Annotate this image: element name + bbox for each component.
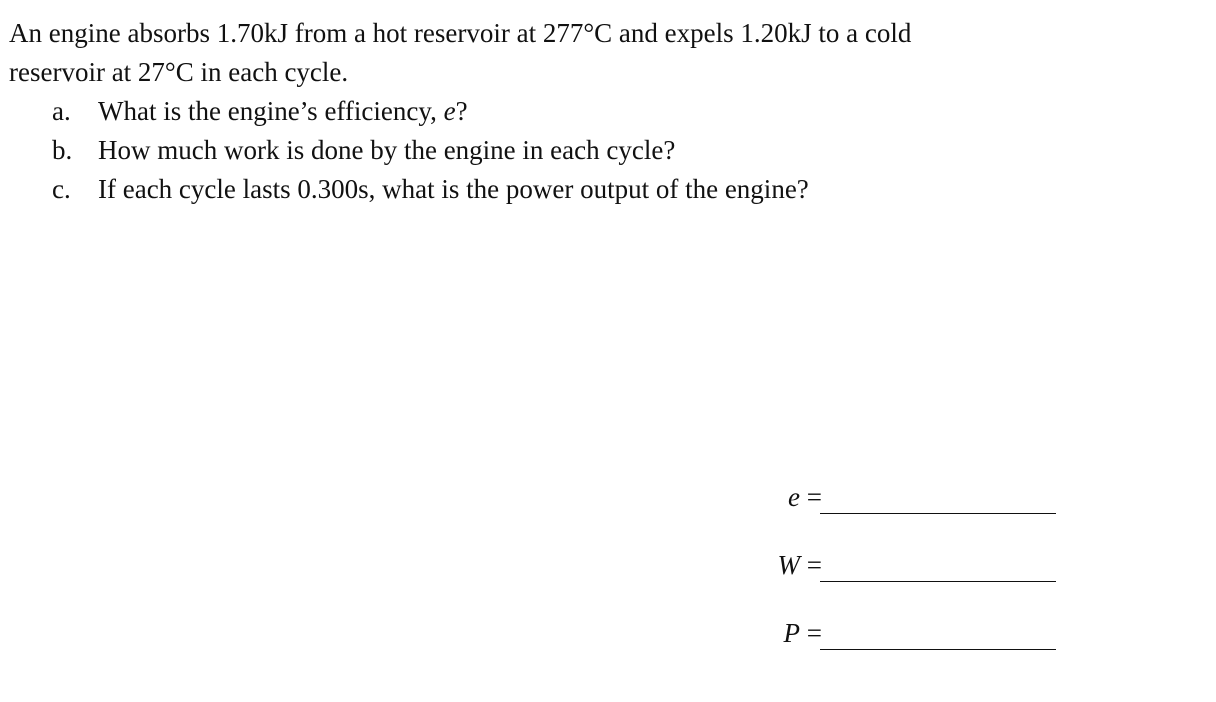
answer-variable: e	[788, 482, 801, 512]
answer-variable: P	[783, 618, 801, 648]
answer-blank-line[interactable]	[820, 581, 1056, 582]
answer-row-work	[740, 550, 1060, 590]
answer-equals: =	[800, 618, 822, 648]
part-letter: b.	[52, 135, 73, 165]
part-text: How much work is done by the engine in each cycle?	[98, 135, 676, 165]
answer-label	[778, 550, 822, 581]
intro-line-2: reservoir at 27°C in each cycle.	[9, 57, 349, 87]
answer-equals: =	[800, 550, 822, 580]
part-letter: a.	[52, 96, 71, 126]
intro-line-1: An engine absorbs 1.70kJ from a hot reservoir at 277°C and expels 1.20kJ to a cold	[9, 18, 912, 48]
part-text-end: ?	[455, 96, 468, 126]
answer-variable: W	[777, 550, 801, 580]
answer-equals: =	[800, 482, 822, 512]
part-text: If each cycle lasts 0.300s, what is the power output of the engine?	[98, 174, 809, 204]
part-letter: c.	[52, 174, 71, 204]
answer-row-power	[740, 618, 1060, 658]
answer-row-efficiency	[740, 482, 1060, 522]
answer-label	[788, 482, 822, 513]
answer-section	[740, 0, 1080, 702]
answer-blank-line[interactable]	[820, 649, 1056, 650]
part-text: What is the engine’s efficiency,	[98, 96, 444, 126]
answer-blank-line[interactable]	[820, 513, 1056, 514]
answer-label	[784, 618, 822, 649]
part-text-variable: e	[443, 96, 456, 126]
